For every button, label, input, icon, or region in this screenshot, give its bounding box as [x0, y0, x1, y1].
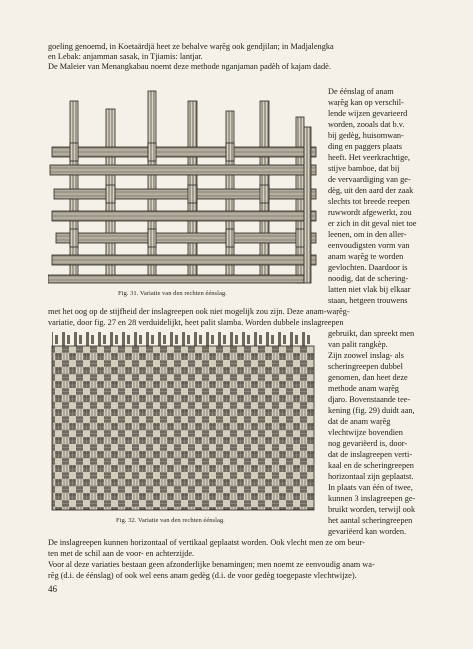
text-line: latten niet vlak bij elkaar [328, 285, 411, 294]
text-line: anam waṛĕg te worden [328, 252, 404, 261]
text-line: Voor al deze variaties bestaan geen afzonderlijke benamingen; men noemt ze eenvoudig anam wa- [48, 560, 375, 569]
text-line: De éénslag of anam [328, 87, 394, 96]
text-line: gebruikt, dan spreekt men [328, 329, 415, 338]
figure-32-weave-illustration [48, 332, 320, 514]
text-line: vlechtwijze bovendien [328, 428, 403, 437]
text-line: stijve bamboe, dat bij [328, 164, 400, 173]
text-line: De Maleier van Menangkabau noemt deze methode nganjaman padèh of kajam dadè. [48, 62, 331, 71]
text-line: staan, hetgeen trouwens [328, 296, 408, 305]
text-line: leenen, om in den aller- [328, 230, 407, 239]
text-line: variatie, door fig. 27 en 28 verduidelijkt, heet palit slamba. Worden dubbele inslagreepen [48, 318, 344, 327]
text-line: dat de inslagreepen verti- [328, 450, 413, 459]
text-line: kening (fig. 29) duidt aan, [328, 406, 415, 415]
text-line: er zich in dit geval niet toe [328, 219, 417, 228]
text-line: worden, zooals dat b.v. [328, 120, 405, 129]
figure-31-weave-illustration [48, 87, 320, 287]
text-line: horizontaal zijn geplaatst. [328, 472, 414, 481]
text-line: bij gedèg, huisomwan- [328, 131, 404, 140]
text-line: gevariëerd kan worden. [328, 527, 407, 536]
text-line: van palit rangkèp. [328, 340, 388, 349]
text-line: methode anam waṛĕg [328, 384, 399, 393]
text-line: bruikt worden, terwijl ook [328, 505, 416, 514]
text-line: en Lebak: anjamman sasak, in Tjiamis: lantjar. [48, 52, 203, 61]
text-line: kunnen 3 inslagreepen ge- [328, 494, 416, 503]
text-line: het aantal scheringreepen [328, 516, 413, 525]
text-line: waṛĕg kan op verschil- [328, 98, 404, 107]
text-line: ding en paggers plaats [328, 142, 402, 151]
text-line: nog gevariëerd is, door- [328, 439, 408, 448]
text-line: dat de anam waṛĕg [328, 417, 391, 426]
text-line: dèg, uit den aard der zaak [328, 186, 414, 195]
text-line: kaal en de scheringreepen [328, 461, 414, 470]
text-line: noodig, dat de schering- [328, 274, 409, 283]
text-line: ruwwordt afgewerkt, zou [328, 208, 412, 217]
text-line: met het oog op de stijfheid der inslagreepen ook niet mogelijk zou zijn. Deze anam-waṛĕg- [48, 307, 350, 316]
text-line: goeling genoemd, in Koetaärdjä heet ze behalve waṛĕg ook gendjilan; in Madjalengka [48, 42, 334, 51]
text-line: gevlochten. Daardoor is [328, 263, 408, 272]
text-line: heeft. Het veerkrachtige, [328, 153, 411, 162]
page-number: 46 [48, 584, 57, 594]
text-line: genomen, dan heet deze [328, 373, 408, 382]
text-line: rĕg (d.i. de éénslag) of ook wel eens anam gedèg (d.i. de voor gedèg toegepaste vlechtwijze). [48, 571, 357, 580]
text-line: djaro. Bovenstaande tee- [328, 395, 411, 404]
text-line: In plaats van één of twee, [328, 483, 413, 492]
text-line: Zijn zoowel inslag- als [328, 351, 404, 360]
text-line: lende wijzen gevarieerd [328, 109, 408, 118]
text-line: ten met de schil aan de voor- en achterzijde. [48, 549, 195, 558]
figure-32-caption: Fig. 32. Variatie van den rechten éénslag. [116, 517, 225, 524]
text-line: slechts tot breede reepen [328, 197, 410, 206]
text-line: de vervaardiging van ge- [328, 175, 411, 184]
figure-31-caption: Fig. 31. Variatie van den rechten éénslag. [118, 290, 227, 297]
text-line: scheringreepen dubbel [328, 362, 403, 371]
text-line: eenvoudigsten vorm van [328, 241, 410, 250]
text-line: De inslagreepen kunnen horizontaal of vertikaal geplaatst worden. Ook vlecht men ze om beur- [48, 538, 365, 547]
